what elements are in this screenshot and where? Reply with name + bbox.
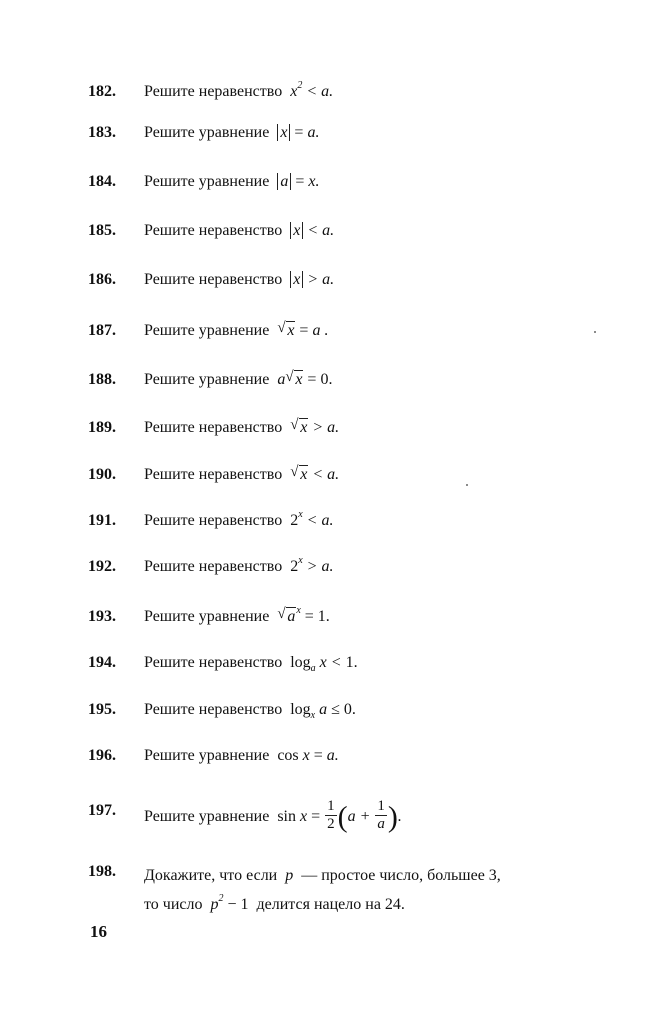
formula: √ x > a. <box>290 417 340 436</box>
problem-text: Решите уравнение cos x = a. <box>144 747 339 764</box>
problem-text: Решите неравенство $2^x > a$. <box>144 555 334 575</box>
problem-number: 198. <box>88 863 116 880</box>
problem-text: Решите уравнение a = x. <box>144 173 320 190</box>
problem-text: Решите неравенство √ x > a. <box>144 417 340 436</box>
problem-number: 186. <box>88 271 116 288</box>
problem-text: Решите уравнение √ $a^x = 1$. <box>144 605 330 625</box>
formula: √ $a^x = 1$. <box>277 605 330 625</box>
problem-number: 189. <box>88 419 116 436</box>
problem-number: 195. <box>88 701 116 718</box>
problem-text: Решите уравнение √ x = a . <box>144 320 329 339</box>
formula: √ x < a. <box>290 464 340 483</box>
formula: √ x = a . <box>277 320 329 339</box>
problem-text: Решите неравенство $\log_a x < 1$. <box>144 654 358 674</box>
problem-number: 185. <box>88 222 116 239</box>
formula: p <box>281 867 298 884</box>
formula: $\log_x a \le 0$. <box>290 701 356 721</box>
problem-text: Решите неравенство $\log_x a \le 0$. <box>144 701 356 721</box>
problem-number: 182. <box>88 83 116 100</box>
problem-text: Решите неравенство $x^2 < a$. <box>144 80 334 100</box>
problem-text: Решите неравенство x > a. <box>144 271 335 288</box>
formula: a = x. <box>273 173 319 190</box>
problem-number: 191. <box>88 512 116 529</box>
problem-number: 194. <box>88 654 116 671</box>
problem-text: Решите уравнение a √ x = 0. <box>144 369 333 388</box>
formula: a √ x = 0. <box>273 369 333 388</box>
problem-number: 183. <box>88 124 116 141</box>
formula: $2^x > a$. <box>290 555 334 575</box>
problem-text: Решите неравенство $2^x < a$. <box>144 509 334 529</box>
page-number: 16 <box>90 922 107 941</box>
problem-text: Решите уравнение x = a. <box>144 124 320 141</box>
problem-number: 193. <box>88 608 116 625</box>
problem-text: Докажите, что если p — простое число, большее 3, то число $p^2 - 1$ делится нацело на 24. <box>144 867 501 913</box>
problem-number: 197. <box>88 802 116 819</box>
formula: $2^x < a$. <box>290 509 334 529</box>
formula: $\log_a x < 1$. <box>290 654 358 674</box>
formula: sin x = $\frac{1}{2}$ (a + $\frac{1}{a}$ ). <box>277 798 402 834</box>
problem-text: Решите неравенство √ x < a. <box>144 464 340 483</box>
problem-number: 190. <box>88 466 116 483</box>
problem-text: Решите уравнение sin x = $\frac{1}{2}$ (a + $\frac{1}{a}$ ). <box>144 798 402 834</box>
formula: x > a. <box>286 271 334 288</box>
scan-speck <box>466 484 468 486</box>
formula: x = a. <box>273 124 319 141</box>
problem-number: 192. <box>88 558 116 575</box>
problem-number: 188. <box>88 371 116 388</box>
formula: $p^2 - 1$ <box>206 893 249 913</box>
problem-number: 187. <box>88 322 116 339</box>
formula: cos x = a. <box>277 747 339 764</box>
problem-number: 184. <box>88 173 116 190</box>
scan-speck <box>594 331 596 333</box>
formula: x < a. <box>286 222 334 239</box>
formula: $x^2 < a$. <box>286 80 334 100</box>
problem-text: Решите неравенство x < a. <box>144 222 335 239</box>
problem-number: 196. <box>88 747 116 764</box>
